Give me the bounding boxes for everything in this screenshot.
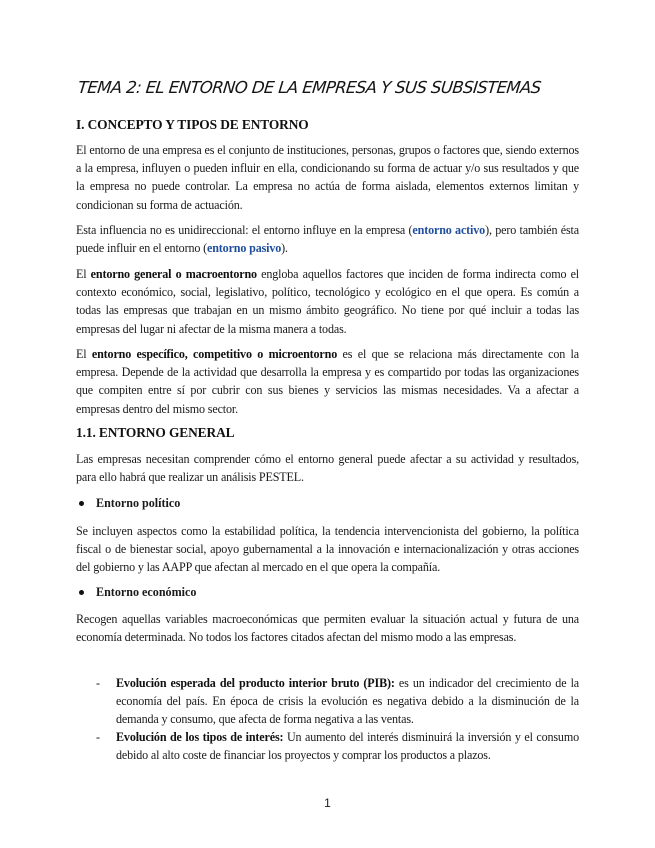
text: es el que se relaciona más directamente con la empresa. Depende de la actividad que desarrolla la empresa y es compartido por todas las organizaciones que compiten entre sí por cubrir con sus bienes y servicios las mismas necesidades. Va a afectar a empresas dentro del mismo sector. (76, 347, 579, 416)
bullet-entorno-economico (76, 585, 196, 600)
page-number: 1 (324, 796, 331, 810)
text: El (76, 347, 92, 361)
term-tipos-interes: Evolución de los tipos de interés: (116, 730, 284, 744)
term-entorno-pasivo: entorno pasivo (207, 241, 282, 256)
paragraph-influencia (76, 221, 579, 257)
term-microentorno: entorno específico, competitivo o microentorno (91, 347, 338, 361)
paragraph-macroentorno (76, 265, 579, 338)
list-item-text (116, 674, 579, 729)
dash-marker: - (96, 730, 101, 744)
paragraph-definicion-entorno: El entorno de una empresa es el conjunto de instituciones, personas, grupos o factores que, siendo externos a la empresa, influyen o pueden influir en ella, condicionando su forma de actuar y/o sus resultados y que la empresa no puede controlar. La empresa no actúa de forma aislada, elementos externos limitan y condicionan su forma de actuación. (76, 143, 579, 212)
paragraph-politico: Se incluyen aspectos como la estabilidad política, la tendencia intervencionista del gobierno, la política fiscal o de bienestar social, apoyo gubernamental a la innovación e internacionalización y otras acciones del gobierno y las AAPP que afectan al mercado en el que opera la compañía. (76, 524, 579, 575)
term-pib: Evolución esperada del producto interior bruto (PIB): (116, 676, 395, 690)
text: El (76, 267, 91, 281)
paragraph-economico: Recogen aquellas variables macroeconómicas que permiten evaluar la situación actual y futura de una economía determinada. No todos los factores citados afectan del mismo modo a las empresas. (76, 612, 579, 645)
document-title: TEMA 2: EL ENTORNO DE LA EMPRESA Y SUS SUBSISTEMAS (77, 78, 542, 97)
paragraph-microentorno (76, 345, 579, 418)
bullet-dot-icon (79, 501, 84, 506)
text: ), pero también ésta puede influir en el entorno ( (76, 223, 579, 256)
bullet-label: Entorno político (96, 496, 181, 510)
bullet-label: Entorno económico (96, 585, 197, 599)
section-heading-concepto: I. CONCEPTO Y TIPOS DE ENTORNO (76, 117, 309, 132)
term-entorno-activo: entorno activo (412, 223, 486, 237)
text: es un indicador del crecimiento de la economía del país. En época de crisis la evolución es negativa debido a la disminución de la demanda y consumo, que afecta de forma negativa a las ventas. (116, 676, 579, 727)
dash-marker: - (96, 676, 101, 690)
text: engloba aquellos factores que inciden de forma indirecta como el contexto económico, social, legislativo, político, tecnológico y ecológico en el que opera. Es común a todas las empresas que trabajan en un mismo ámbito geográfico. No tiene por qué incluir a todas las empresas del lugar ni afectar de la misma manera a todas. (76, 267, 579, 336)
text: ). (281, 241, 288, 256)
text: Un aumento del interés disminuirá la inversión y el consumo debido al alto coste de financiar los proyectos y comprar los productos a plazos. (116, 730, 579, 763)
term-macroentorno: entorno general o macroentorno (90, 267, 257, 281)
bullet-dot-icon (79, 590, 84, 595)
document-page (76, 0, 579, 848)
paragraph-pestel: Las empresas necesitan comprender cómo el entorno general puede afectar a su actividad y resultados, para ello habrá que realizar un análisis PESTEL. (76, 452, 579, 485)
text: Esta influencia no es unidireccional: el entorno influye en la empresa ( (76, 223, 413, 237)
section-heading-entorno-general: 1.1. ENTORNO GENERAL (76, 425, 235, 440)
list-item-text (116, 728, 579, 764)
bullet-entorno-politico (76, 496, 180, 511)
